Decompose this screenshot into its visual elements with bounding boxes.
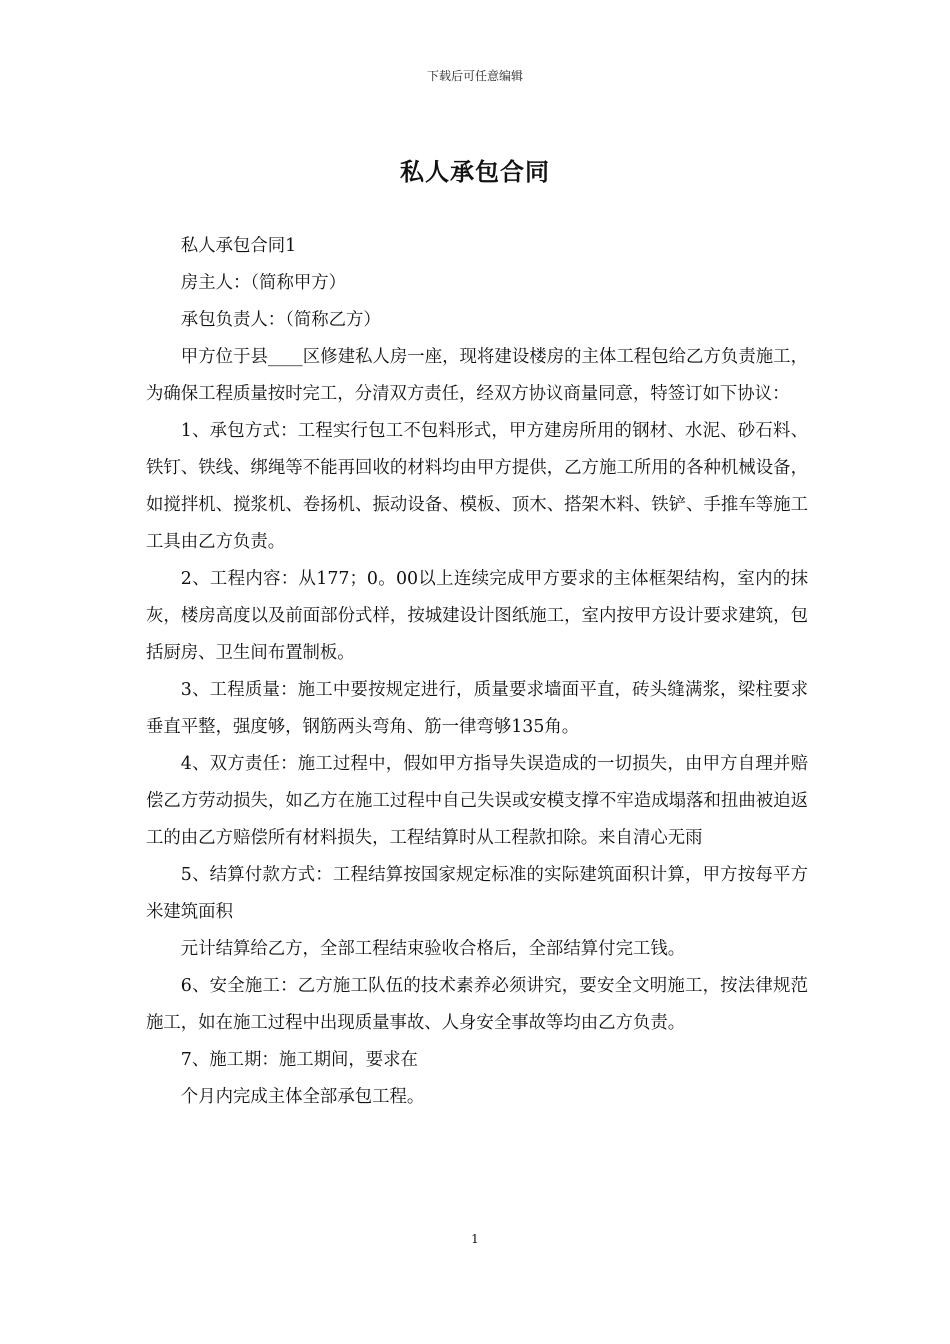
paragraph-clause-3: 3、工程质量：施工中要按规定进行，质量要求墙面平直，砖头缝满浆，梁柱要求垂直平整，强度够，钢筋两头弯角、筋一律弯够135角。	[146, 680, 808, 737]
paragraph-clause-4: 4、双方责任：施工过程中，假如甲方指导失误造成的一切损失，由甲方自理并赔偿乙方劳动损失，如乙方在施工过程中自己失误或安模支撑不牢造成塌落和扭曲被迫返工的由乙方赔偿所有材料损失，工程结算时从工程款扣除。来自清心无雨	[146, 754, 808, 848]
paragraph-contract-number: 私人承包合同1	[180, 236, 297, 256]
paragraph-clause-5: 5、结算付款方式：工程结算按国家规定标准的实际建筑面积计算，甲方按每平方米建筑面积	[146, 865, 808, 922]
paragraph-party-a: 房主人：（简称甲方）	[180, 273, 347, 293]
paragraph-clause-5-cont: 元计结算给乙方，全部工程结束验收合格后，全部结算付完工钱。	[180, 939, 686, 959]
paragraph-clause-7: 7、施工期：施工期间，要求在	[180, 1050, 418, 1070]
document-body	[146, 228, 808, 1116]
paragraph-party-b: 承包负责人：（简称乙方）	[180, 310, 381, 330]
document-title: 私人承包合同	[400, 157, 550, 186]
paragraph-clause-7-cont: 个月内完成主体全部承包工程。	[180, 1087, 425, 1107]
paragraph-clause-1: 1、承包方式：工程实行包工不包料形式，甲方建房所用的钢材、水泥、砂石料、铁钉、铁线、绑绳等不能再回收的材料均由甲方提供，乙方施工所用的各种机械设备，如搅拌机、搅浆机、卷扬机、振动设备、模板、顶木、搭架木料、铁铲、手推车等施工工具由乙方负责。	[146, 421, 808, 552]
paragraph-clause-6: 6、安全施工：乙方施工队伍的技术素养必须讲究，要安全文明施工，按法律规范施工，如在施工过程中出现质量事故、人身安全事故等均由乙方负责。	[146, 976, 808, 1033]
header-note: 下载后可任意编辑	[426, 69, 523, 83]
paragraph-preamble: 甲方位于县____区修建私人房一座，现将建设楼房的主体工程包给乙方负责施工，为确保工程质量按时完工，分清双方责任，经双方协议商量同意，特签订如下协议：	[146, 347, 808, 404]
page-number: 1	[471, 1232, 479, 1246]
paragraph-clause-2: 2、工程内容：从177；0。00以上连续完成甲方要求的主体框架结构，室内的抹灰，楼房高度以及前面部份式样，按城建设计图纸施工，室内按甲方设计要求建筑，包括厨房、卫生间布置制板。	[146, 569, 808, 663]
